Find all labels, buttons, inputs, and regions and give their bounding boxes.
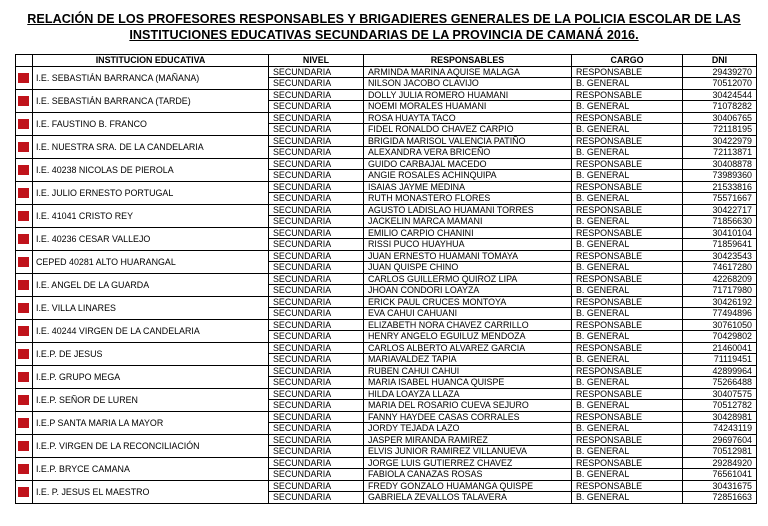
cargo-cell: RESPONSABLE [572, 296, 683, 308]
nivel-cell: SECUNDARIA [269, 273, 364, 285]
dni-cell: 75571667 [683, 193, 757, 205]
dni-cell: 74243119 [683, 423, 757, 435]
responsable-cell: FIDEL RONALDO CHAVEZ CARPIO [364, 124, 572, 136]
institution-name: I.E.P SANTA MARIA LA MAYOR [33, 411, 269, 434]
row-number-badge: 09 [19, 257, 28, 265]
row-number-cell [16, 365, 33, 388]
nivel-cell: SECUNDARIA [269, 124, 364, 136]
responsable-cell: FREDY GONZALO HUAMANGA QUISPE [364, 480, 572, 492]
row-number-cell [16, 250, 33, 273]
nivel-cell: SECUNDARIA [269, 308, 364, 320]
table-row [16, 112, 757, 124]
cargo-cell: RESPONSABLE [572, 411, 683, 423]
institution-name: I.E. JULIO ERNESTO PORTUGAL [33, 181, 269, 204]
row-number-cell [16, 135, 33, 158]
row-number-cell [16, 411, 33, 434]
nivel-cell: SECUNDARIA [269, 250, 364, 262]
nivel-cell: SECUNDARIA [269, 239, 364, 251]
institution-name: I.E. P. JESUS EL MAESTRO [33, 480, 269, 503]
table-row [16, 319, 757, 331]
nivel-cell: SECUNDARIA [269, 400, 364, 412]
nivel-cell: SECUNDARIA [269, 112, 364, 124]
responsable-cell: JASPER MIRANDA RAMIREZ [364, 434, 572, 446]
table-row [16, 66, 757, 78]
row-number-cell [16, 273, 33, 296]
responsable-cell: ERICK PAUL CRUCES MONTOYA [364, 296, 572, 308]
row-number-badge: 07 [19, 211, 28, 219]
responsable-cell: JACKELIN MARCA MAMANI [364, 216, 572, 228]
cargo-cell: B. GENERAL [572, 446, 683, 458]
cargo-cell: B. GENERAL [572, 262, 683, 274]
nivel-cell: SECUNDARIA [269, 296, 364, 308]
dni-cell: 29284920 [683, 457, 757, 469]
dni-cell: 30422979 [683, 135, 757, 147]
row-number-badge: 05 [19, 165, 28, 173]
nivel-cell: SECUNDARIA [269, 377, 364, 389]
dni-cell: 76561041 [683, 469, 757, 481]
nivel-cell: SECUNDARIA [269, 216, 364, 228]
responsable-cell: HILDA LOAYZA LLAZA [364, 388, 572, 400]
row-number-badge: 14 [19, 372, 28, 380]
responsable-cell: ARMINDA MARINA AQUISE MALAGA [364, 66, 572, 78]
institution-name: CEPED 40281 ALTO HUARANGAL [33, 250, 269, 273]
responsable-cell: GABRIELA ZEVALLOS TALAVERA [364, 492, 572, 504]
dni-cell: 21533816 [683, 181, 757, 193]
title-line-1: RELACIÓN DE LOS PROFESORES RESPONSABLES Y BRIGADIERES GENERALES DE LA POLICIA ESCOLAR DE LAS [27, 12, 741, 26]
cargo-cell: B. GENERAL [572, 285, 683, 297]
row-number-badge: 04 [19, 142, 28, 150]
header-row [16, 55, 757, 67]
responsable-cell: EVA CAHUI CAHUANI [364, 308, 572, 320]
institution-name: I.E.P. BRYCE CAMANA [33, 457, 269, 480]
cargo-cell: RESPONSABLE [572, 388, 683, 400]
header-dni: DNI [683, 55, 757, 67]
cargo-cell: B. GENERAL [572, 101, 683, 113]
row-number-cell [16, 181, 33, 204]
cargo-cell: B. GENERAL [572, 308, 683, 320]
institution-name: I.E. NUESTRA SRA. DE LA CANDELARIA [33, 135, 269, 158]
nivel-cell: SECUNDARIA [269, 227, 364, 239]
cargo-cell: B. GENERAL [572, 492, 683, 504]
responsable-cell: JHOAN CONDORI LOAYZA [364, 285, 572, 297]
cargo-cell: B. GENERAL [572, 170, 683, 182]
institution-name: I.E.P. DE JESUS [33, 342, 269, 365]
nivel-cell: SECUNDARIA [269, 446, 364, 458]
row-number-cell [16, 227, 33, 250]
dni-cell: 30407575 [683, 388, 757, 400]
institution-name: I.E. 41041 CRISTO REY [33, 204, 269, 227]
cargo-cell: RESPONSABLE [572, 66, 683, 78]
cargo-cell: B. GENERAL [572, 354, 683, 366]
nivel-cell: SECUNDARIA [269, 89, 364, 101]
institution-name: I.E.P. VIRGEN DE LA RECONCILIACIÓN [33, 434, 269, 457]
row-number-cell [16, 112, 33, 135]
cargo-cell: RESPONSABLE [572, 434, 683, 446]
nivel-cell: SECUNDARIA [269, 434, 364, 446]
cargo-cell: B. GENERAL [572, 78, 683, 90]
responsable-cell: ELIZABETH NORA CHAVEZ CARRILLO [364, 319, 572, 331]
row-number-badge: 12 [19, 326, 28, 334]
brigadier-table [15, 54, 757, 504]
dni-cell: 30410104 [683, 227, 757, 239]
row-number-badge: 19 [19, 487, 28, 495]
nivel-cell: SECUNDARIA [269, 262, 364, 274]
row-number-badge: 17 [19, 441, 28, 449]
dni-cell: 71856630 [683, 216, 757, 228]
dni-cell: 30422717 [683, 204, 757, 216]
institution-name: I.E. 40244 VIRGEN DE LA CANDELARIA [33, 319, 269, 342]
dni-cell: 29439270 [683, 66, 757, 78]
dni-cell: 30408878 [683, 158, 757, 170]
table-row [16, 296, 757, 308]
table-row [16, 181, 757, 193]
row-number-cell [16, 457, 33, 480]
responsable-cell: DOLLY JULIA ROMERO HUAMANI [364, 89, 572, 101]
nivel-cell: SECUNDARIA [269, 354, 364, 366]
institution-name: I.E. VILLA LINARES [33, 296, 269, 319]
row-number-cell [16, 342, 33, 365]
nivel-cell: SECUNDARIA [269, 78, 364, 90]
row-number-badge: 08 [19, 234, 28, 242]
nivel-cell: SECUNDARIA [269, 135, 364, 147]
responsable-cell: ISAIAS JAYME MEDINA [364, 181, 572, 193]
dni-cell: 77494896 [683, 308, 757, 320]
institution-name: I.E. ANGEL DE LA GUARDA [33, 273, 269, 296]
nivel-cell: SECUNDARIA [269, 388, 364, 400]
institution-name: I.E. 40236 CESAR VALLEJO [33, 227, 269, 250]
responsable-cell: GUIDO CARBAJAL MACEDO [364, 158, 572, 170]
row-number-cell [16, 89, 33, 112]
row-number-cell [16, 158, 33, 181]
nivel-cell: SECUNDARIA [269, 319, 364, 331]
dni-cell: 42268209 [683, 273, 757, 285]
row-number-cell [16, 434, 33, 457]
cargo-cell: RESPONSABLE [572, 158, 683, 170]
row-number-badge: 13 [19, 349, 28, 357]
cargo-cell: RESPONSABLE [572, 181, 683, 193]
dni-cell: 74617280 [683, 262, 757, 274]
responsable-cell: CARLOS GUILLERMO QUIROZ LIPA [364, 273, 572, 285]
row-number-cell [16, 204, 33, 227]
institution-name: I.E. SEBASTIÁN BARRANCA (MAÑANA) [33, 66, 269, 89]
table-row [16, 135, 757, 147]
nivel-cell: SECUNDARIA [269, 480, 364, 492]
nivel-cell: SECUNDARIA [269, 181, 364, 193]
cargo-cell: B. GENERAL [572, 239, 683, 251]
dni-cell: 75266488 [683, 377, 757, 389]
cargo-cell: B. GENERAL [572, 331, 683, 343]
dni-cell: 29697604 [683, 434, 757, 446]
responsable-cell: EMILIO CARPIO CHANINI [364, 227, 572, 239]
cargo-cell: B. GENERAL [572, 423, 683, 435]
dni-cell: 70512070 [683, 78, 757, 90]
row-number-badge: 10 [19, 280, 28, 288]
cargo-cell: B. GENERAL [572, 469, 683, 481]
nivel-cell: SECUNDARIA [269, 365, 364, 377]
dni-cell: 42899964 [683, 365, 757, 377]
responsable-cell: AGUSTO LADISLAO HUAMANI TORRES [364, 204, 572, 216]
nivel-cell: SECUNDARIA [269, 457, 364, 469]
cargo-cell: B. GENERAL [572, 216, 683, 228]
dni-cell: 71859641 [683, 239, 757, 251]
table-row [16, 480, 757, 492]
dni-cell: 72851663 [683, 492, 757, 504]
cargo-cell: RESPONSABLE [572, 227, 683, 239]
responsable-cell: FABIOLA CANAZAS ROSAS [364, 469, 572, 481]
title-line-2: INSTITUCIONES EDUCATIVAS SECUNDARIAS DE LA PROVINCIA DE CAMANÁ 2016. [129, 28, 639, 42]
nivel-cell: SECUNDARIA [269, 147, 364, 159]
nivel-cell: SECUNDARIA [269, 411, 364, 423]
institution-name: I.E. FAUSTINO B. FRANCO [33, 112, 269, 135]
nivel-cell: SECUNDARIA [269, 158, 364, 170]
row-number-badge: 15 [19, 395, 28, 403]
header-responsables: RESPONSABLES [364, 55, 572, 67]
table-row [16, 204, 757, 216]
responsable-cell: ELVIS JUNIOR RAMIREZ VILLANUEVA [364, 446, 572, 458]
responsable-cell: BRIGIDA MARISOL VALENCIA PATIÑO [364, 135, 572, 147]
institution-name: I.E.P. SEÑOR DE LUREN [33, 388, 269, 411]
table-row [16, 411, 757, 423]
nivel-cell: SECUNDARIA [269, 66, 364, 78]
header-nivel: NIVEL [269, 55, 364, 67]
row-number-cell [16, 296, 33, 319]
row-number-cell [16, 388, 33, 411]
cargo-cell: RESPONSABLE [572, 89, 683, 101]
dni-cell: 71078282 [683, 101, 757, 113]
responsable-cell: CARLOS ALBERTO ALVAREZ GARCIA [364, 342, 572, 354]
responsable-cell: RUTH MONASTERO FLORES [364, 193, 572, 205]
responsable-cell: RUBEN CAHUI CAHUI [364, 365, 572, 377]
responsable-cell: NOEMI MORALES HUAMANI [364, 101, 572, 113]
responsable-cell: ROSA HUAYTA TACO [364, 112, 572, 124]
cargo-cell: RESPONSABLE [572, 204, 683, 216]
table-row [16, 273, 757, 285]
responsable-cell: MARIA DEL ROSARIO CUEVA SEJURO [364, 400, 572, 412]
cargo-cell: RESPONSABLE [572, 273, 683, 285]
table-row [16, 89, 757, 101]
responsable-cell: MARIAVALDEZ TAPIA [364, 354, 572, 366]
nivel-cell: SECUNDARIA [269, 423, 364, 435]
cargo-cell: B. GENERAL [572, 400, 683, 412]
dni-cell: 70512981 [683, 446, 757, 458]
dni-cell: 71119451 [683, 354, 757, 366]
responsable-cell: MARIA ISABEL HUANCA QUISPE [364, 377, 572, 389]
cargo-cell: RESPONSABLE [572, 365, 683, 377]
dni-cell: 72113871 [683, 147, 757, 159]
cargo-cell: B. GENERAL [572, 193, 683, 205]
row-number-badge: 18 [19, 464, 28, 472]
institution-name: I.E. SEBASTIÁN BARRANCA (TARDE) [33, 89, 269, 112]
cargo-cell: RESPONSABLE [572, 342, 683, 354]
nivel-cell: SECUNDARIA [269, 285, 364, 297]
table-body [16, 66, 757, 503]
dni-cell: 73989360 [683, 170, 757, 182]
institution-name: I.E. 40238 NICOLAS DE PIEROLA [33, 158, 269, 181]
row-number-badge: 06 [19, 188, 28, 196]
table-row [16, 457, 757, 469]
dni-cell: 30424544 [683, 89, 757, 101]
cargo-cell: RESPONSABLE [572, 319, 683, 331]
dni-cell: 21460041 [683, 342, 757, 354]
nivel-cell: SECUNDARIA [269, 342, 364, 354]
header-num [16, 55, 33, 67]
header-cargo: CARGO [572, 55, 683, 67]
responsable-cell: ALEXANDRA VERA BRICEÑO [364, 147, 572, 159]
row-number-cell [16, 480, 33, 503]
dni-cell: 71717980 [683, 285, 757, 297]
row-number-cell [16, 319, 33, 342]
nivel-cell: SECUNDARIA [269, 469, 364, 481]
institution-name: I.E.P. GRUPO MEGA [33, 365, 269, 388]
cargo-cell: RESPONSABLE [572, 250, 683, 262]
dni-cell: 30431675 [683, 480, 757, 492]
responsable-cell: NILSON JACOBO CLAVIJO [364, 78, 572, 90]
cargo-cell: RESPONSABLE [572, 135, 683, 147]
row-number-badge: 01 [19, 73, 28, 81]
header-institucion: INSTITUCION EDUCATIVA [33, 55, 269, 67]
table-row [16, 158, 757, 170]
table-row [16, 388, 757, 400]
table-row [16, 365, 757, 377]
responsable-cell: JUAN QUISPE CHINO [364, 262, 572, 274]
nivel-cell: SECUNDARIA [269, 170, 364, 182]
cargo-cell: B. GENERAL [572, 377, 683, 389]
responsable-cell: HENRY ANGELO EGUILUZ MENDOZA [364, 331, 572, 343]
cargo-cell: B. GENERAL [572, 124, 683, 136]
dni-cell: 30761050 [683, 319, 757, 331]
nivel-cell: SECUNDARIA [269, 101, 364, 113]
responsable-cell: JORGE LUIS GUTIERREZ CHAVEZ [364, 457, 572, 469]
row-number-badge: 02 [19, 96, 28, 104]
cargo-cell: RESPONSABLE [572, 112, 683, 124]
dni-cell: 70429802 [683, 331, 757, 343]
table-row [16, 342, 757, 354]
dni-cell: 30406765 [683, 112, 757, 124]
table-row [16, 434, 757, 446]
cargo-cell: RESPONSABLE [572, 457, 683, 469]
nivel-cell: SECUNDARIA [269, 331, 364, 343]
nivel-cell: SECUNDARIA [269, 193, 364, 205]
row-number-cell [16, 66, 33, 89]
nivel-cell: SECUNDARIA [269, 204, 364, 216]
table-row [16, 250, 757, 262]
dni-cell: 72118195 [683, 124, 757, 136]
row-number-badge: 11 [19, 303, 28, 311]
responsable-cell: RISSI PUCO HUAYHUA [364, 239, 572, 251]
responsable-cell: JORDY TEJADA LAZO [364, 423, 572, 435]
dni-cell: 30423543 [683, 250, 757, 262]
cargo-cell: RESPONSABLE [572, 480, 683, 492]
responsable-cell: JUAN ERNESTO HUAMANI TOMAYA [364, 250, 572, 262]
document-title [0, 11, 768, 43]
table-row [16, 227, 757, 239]
row-number-badge: 16 [19, 418, 28, 426]
nivel-cell: SECUNDARIA [269, 492, 364, 504]
dni-cell: 70512782 [683, 400, 757, 412]
row-number-badge: 03 [19, 119, 28, 127]
responsable-cell: ANGIE ROSALES ACHINQUIPA [364, 170, 572, 182]
dni-cell: 30428981 [683, 411, 757, 423]
dni-cell: 30426192 [683, 296, 757, 308]
responsable-cell: FANNY HAYDEE CASAS CORRALES [364, 411, 572, 423]
cargo-cell: B. GENERAL [572, 147, 683, 159]
